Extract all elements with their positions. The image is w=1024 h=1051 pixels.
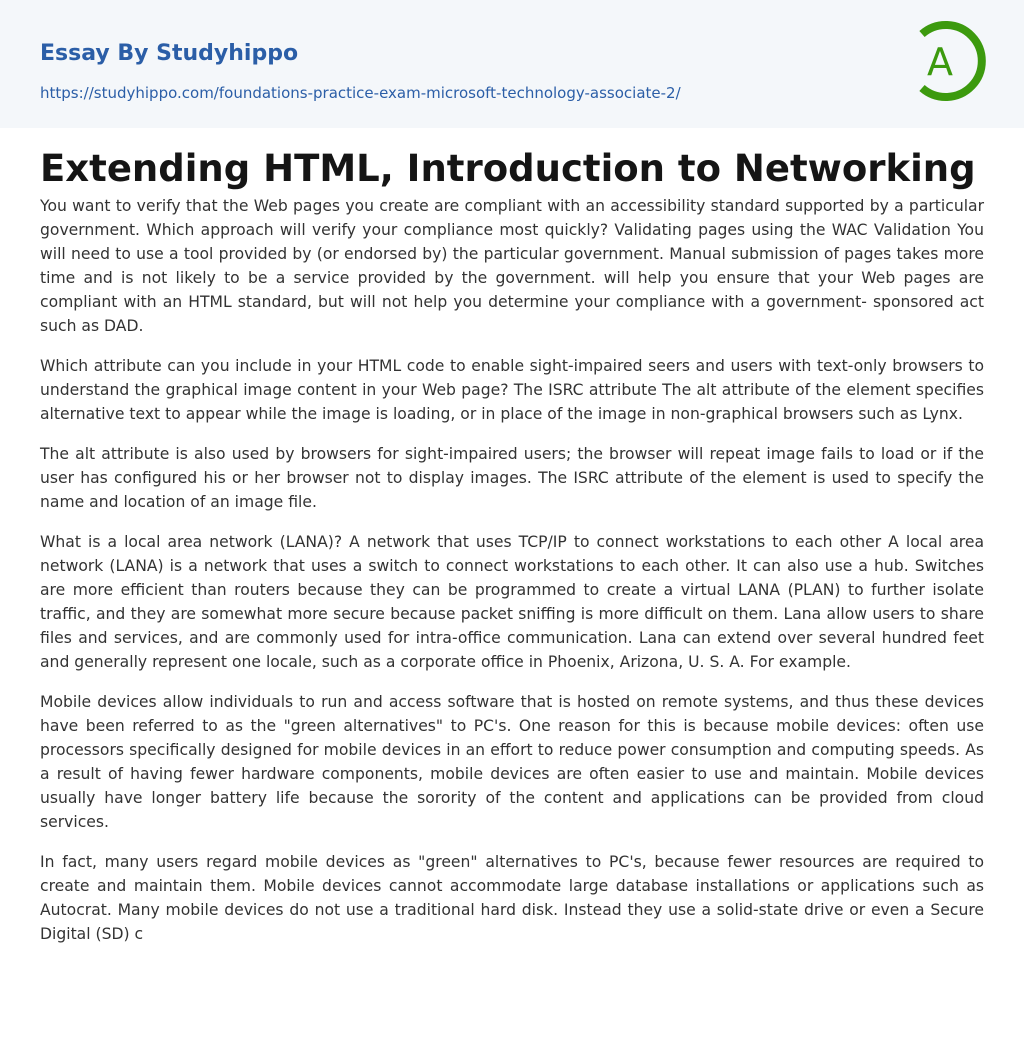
svg-text:A: A xyxy=(927,40,953,84)
essay-paragraph: Which attribute can you include in your HTML code to enable sight-impaired seers and users with text-only browsers to understand the graphical image content in your Web page? The ISRC attribute The alt attribute of the element specifies alternative text to appear while the image is loading, or in place of the image in non-graphical browsers such as Lynx. xyxy=(40,357,984,423)
page-title: Extending HTML, Introduction to Networking xyxy=(40,147,976,190)
essay-paragraph: Mobile devices allow individuals to run and access software that is hosted on remote systems, and thus these devices have been referred to as the "green alternatives" to PC's. One reason for this is because mobile devices: often use processors specifically designed for mobile devices in an effort to reduce power consumption and computing speeds. As a result of having fewer hardware components, mobile devices are often easier to use and maintain. Mobile devices usually have longer battery life because the sorority of the content and applications can be provided from cloud services. xyxy=(40,693,984,831)
source-url-link[interactable]: https://studyhippo.com/foundations-practice-exam-microsoft-technology-associate-2/ xyxy=(40,84,681,102)
essay-paragraph: The alt attribute is also used by browsers for sight-impaired users; the browser will repeat image fails to load or if the user has configured his or her browser not to display images. The ISRC attribute of the element is used to specify the name and location of an image file. xyxy=(40,445,984,511)
essay-paragraph: What is a local area network (LANA)? A network that uses TCP/IP to connect workstations to each other A local area network (LANA) is a network that uses a switch to connect workstations to each other. It can also use a hub. Switches are more efficient than routers because they can be programmed to create a virtual LANA (PLAN) to further isolate traffic, and they are somewhat more secure because packet sniffing is more difficult on them. Lana allow users to share files and services, and are commonly used for intra-office communication. Lana can extend over several hundred feet and generally represent one locale, such as a corporate office in Phoenix, Arizona, U. S. A. For example. xyxy=(40,533,984,671)
essay-paragraph: In fact, many users regard mobile devices as "green" alternatives to PC's, because fewer resources are required to create and maintain them. Mobile devices cannot accommodate large database installations or applications such as Autocrat. Many mobile devices do not use a traditional hard disk. Instead they use a solid-state drive or even a Secure Digital (SD) c xyxy=(40,853,984,943)
essay-body xyxy=(40,194,984,962)
brand-title: Essay By Studyhippo xyxy=(40,41,299,66)
essay-paragraph: You want to verify that the Web pages you create are compliant with an accessibility standard supported by a particular government. Which approach will verify your compliance most quickly? Validating pages using the WAC Validation You will need to use a tool provided by (or endorsed by) the particular government. Manual submission of pages takes more time and is not likely to be a service provided by the government. will help you ensure that your Web pages are compliant with an HTML standard, but will not help you determine your compliance with a government- sponsored act such as DAD. xyxy=(40,197,984,335)
